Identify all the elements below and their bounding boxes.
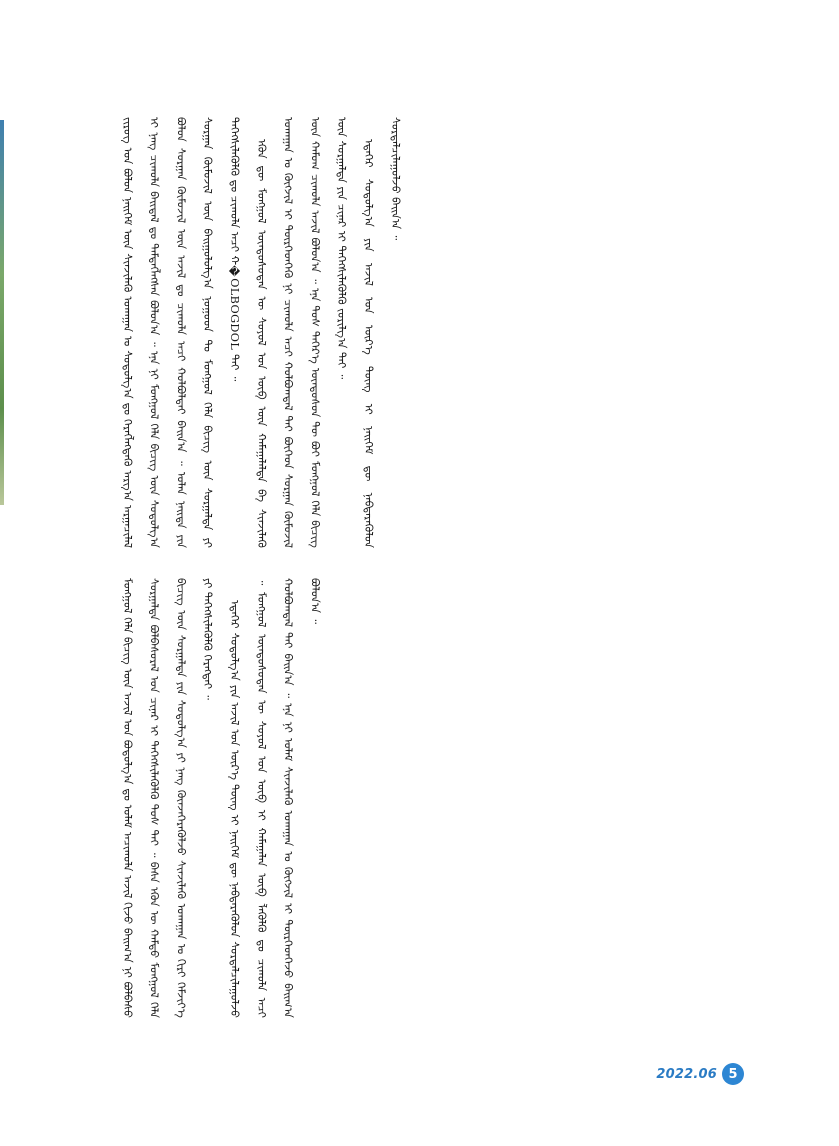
- paragraph: ᠡᠭᠦᠨ ᠳᠦ ᠮᠣᠩᠭᠣᠯ ᠦᠨᠳᠦᠰᠦᠲᠡᠨ ᠦ ᠰᠣᠶᠣᠯ ᠤᠨ ᠦᠪ ᠦᠨ ᠬᠠᠮᠠᠭᠠᠯᠠᠯᠲᠠ ᠪᠠ ᠰᠢᠨᠵᠢᠯᠡᠬᠦ ᠤᠬᠠᠭᠠᠨ ᠤ ᠬᠦᠭᠵᠢᠯ ᠢ ᠲᠦᠷᠭᠡᠳᠬᠡᠬᠦ ᠨᠢ ᠴᠢᠬᠤᠯᠠ ᠠᠴᠢ ᠬᠣᠯᠪᠣᠭᠳᠠᠯ ᠲᠠᠢ ᠪᠥᠭᠡᠳ ᠰᠤᠷᠭᠠᠨ ᠬᠦᠮᠦᠵᠢᠯ ᠦᠨ ᠬᠠᠮᠤᠭ ᠴᠢᠬᠤᠯᠠ ᠠᠵᠢᠯ ᠪᠣᠯᠤᠨ᠎ᠠ ᠃ ᠡᠨᠡ ᠲᠤᠰ ᠳᠡᠭᠡᠷ᠎ᠡ ᠦᠨᠳᠦᠰᠦᠨ ᠲᠦ ᠪᠤᠢ ᠮᠣᠩᠭᠣᠯ ᠬᠡᠯᠡ ᠪᠢᠴᠢᠭ ᠦᠨ ᠰᠤᠷᠭᠠᠯᠲᠠ ᠶᠢᠨ ᠴᠢᠨᠠᠷ ᠢ ᠳᠡᠭᠡᠭᠰᠢᠯᠡᠭᠦᠯᠬᠦ ᠵᠣᠷᠢᠯᠭ᠎ᠠ ᠲᠠᠢ ᠃: [254, 117, 349, 548]
- mongolian-text-block-bottom: [113, 578, 738, 1018]
- edge-photo-strip: [0, 120, 4, 505]
- issue-date: 2022.06: [656, 1066, 717, 1082]
- mongolian-text-block-top: [113, 117, 738, 548]
- page-number-badge: 5: [722, 1063, 744, 1085]
- paragraph: ᠡᠳᠡᠭᠡᠷ ᠰᠤᠳᠤᠯᠭ᠎ᠠ ᠶᠢᠨ ᠠᠵᠢᠯ ᠤᠨ ᠦᠷ᠎ᠡ ᠳᠦᠩ ᠢ ᠨᠡᠢᠭᠡᠮ ᠳᠦ ᠨᠡᠪᠲᠡᠷᠡᠭᠦᠯᠦᠨ ᠰᠤᠷᠲᠠᠯᠴᠢᠯᠠᠭᠤᠯᠵᠤ ᠃ ᠮᠣᠩᠭᠣᠯ ᠦᠨᠳᠦᠰᠦᠲᠡᠨ ᠦ ᠰᠣᠶᠣᠯ ᠤᠨ ᠦᠪ ᠢ ᠬᠠᠮᠠᠭᠠᠯᠠᠨ ᠥᠪ ᠯᠡᠭᠦᠯᠬᠦ ᠳᠤ ᠴᠢᠬᠤᠯᠠ ᠠᠴᠢ ᠬᠣᠯᠪᠣᠭᠳᠠᠯ ᠲᠠᠢ ᠪᠠᠢᠨ᠎ᠠ ᠃ ᠡᠨᠡ ᠨᠢ ᠤᠯᠠᠮ ᠰᠢᠨᠵᠢᠯᠡᠬᠦ ᠤᠬᠠᠭᠠᠨ ᠤ ᠬᠦᠭᠵᠢᠯ ᠢ ᠲᠦᠷᠭᠡᠳᠬᠡᠵᠦ ᠪᠠᠢᠭ᠎ᠠ ᠪᠣᠯᠤᠨ᠎ᠠ ᠃: [227, 578, 322, 1018]
- paragraph: ᠮᠣᠩᠭᠣᠯ ᠬᠡᠯᠡ ᠪᠢᠴᠢᠭ ᠦᠨ ᠠᠵᠢᠯ ᠤᠨ ᠪᠣᠳᠤᠯᠭ᠎ᠠ ᠳᠤ ᠤᠯᠠᠮ ᠠᠴᠢᠬᠤᠯᠠ ᠠᠵᠢᠯ ᠬᠢᠵᠦ ᠪᠠᠢᠭ᠎ᠠ ᠨᠢ ᠪᠣᠯᠪᠠᠰᠤ ᠰᠤᠷᠭᠠᠯᠲᠠ ᠪᠣᠯᠪᠠᠰᠤᠷᠠᠯ ᠤᠨ ᠴᠢᠨᠠᠷ ᠢ ᠳᠡᠭᠡᠭᠰᠢᠯᠡᠭᠦᠯᠬᠦ ᠲᠤᠰ ᠲᠠᠢ ᠃ ᠪᠠᠰᠠ ᠡᠭᠦᠨ ᠦ ᠬᠠᠮᠲᠤ ᠮᠣᠩᠭᠣᠯ ᠬᠡᠯᠡ ᠪᠢᠴᠢᠭ ᠦᠨ ᠰᠤᠷᠭᠠᠯᠲᠠ ᠶᠢᠨ ᠰᠤᠳᠤᠯᠭ᠎ᠠ ᠶᠢ ᠨᠡᠩ ᠭᠦᠨᠵᠡᠭᠡᠷᠡᠭᠦᠯᠵᠦ ᠰᠢᠨᠵᠢᠯᠡᠬᠦ ᠤᠬᠠᠭᠠᠨ ᠤ ᠬᠢᠷᠢ ᠬᠡᠮᠵᠢᠶ᠎ᠡ ᠶᠢ ᠳᠡᠭᠡᠭᠰᠢᠯᠡᠭᠦᠯᠬᠦ ᠬᠡᠷᠡᠭᠲᠡᠢ ᠃: [120, 578, 215, 1018]
- page-footer: [656, 1062, 744, 1086]
- paragraph: ᠵᠢᠷᠦᠭ ᠤᠨ ᠪᠣᠯᠤᠨ ᠨᠡᠢᠭᠡᠮ ᠦᠨ ᠰᠢᠨᠵᠢᠯᠡᠬᠦ ᠤᠬᠠᠭᠠᠨ ᠤ ᠰᠤᠳᠤᠯᠭ᠎ᠠ ᠳᠤ ᠬᠡᠷᠡᠭᠯᠡᠭᠳᠡᠬᠦ ᠠᠷᠭ᠎ᠠ ᠠᠷᠭᠠᠴᠢᠯᠠᠯ ᠢ ᠨᠡᠩ ᠴᠢᠬᠤᠯᠠ ᠪᠠᠢᠳᠠᠯ ᠳᠤ ᠲᠡᠮᠳᠡᠭᠯᠡᠭᠰᠡᠨ ᠪᠣᠯᠤᠨ᠎ᠠ ᠃ ᠡᠨᠡ ᠨᠢ ᠮᠣᠩᠭᠣᠯ ᠬᠡᠯᠡ ᠪᠢᠴᠢᠭ ᠦᠨ ᠰᠤᠳᠤᠯᠭ᠎ᠠ ᠪᠣᠯᠤᠨ ᠰᠤᠷᠭᠠᠨ ᠬᠦᠮᠦᠵᠢᠯ ᠦᠨ ᠠᠵᠢᠯ ᠳᠤ ᠴᠢᠬᠤᠯᠠ ᠠᠴᠢ ᠬᠣᠯᠪᠣᠯᠳᠠᠢ ᠪᠠᠢᠨ᠎ᠠ ᠃ ᠣᠯᠠᠨ ᠨᠡᠢᠲᠡ ᠶᠢᠨ ᠰᠤᠷᠭᠠᠨ ᠬᠦᠮᠦᠵᠢᠯ ᠦᠨ ᠪᠠᠢᠭᠤᠯᠤᠯᠭ᠎ᠠ ᠨᠤᠭᠤᠳ ᠲᠤ ᠮᠣᠩᠭᠣᠯ ᠬᠡᠯᠡ ᠪᠢᠴᠢᠭ ᠦᠨ ᠰᠤᠷᠭᠠᠯᠲᠠ ᠶᠢ ᠳᠡᠭᠡᠭᠰᠢᠯᠡᠭᠦᠯᠬᠦ ᠳᠤ ᠴᠢᠬᠤᠯᠠ ᠠᠴᠢ ᠬ�OLBOGDOL ᠲᠠᠢ ᠃: [120, 117, 241, 548]
- paragraph: ᠡᠳᠡᠭᠡᠷ ᠰᠤᠳᠤᠯᠭ᠎ᠠ ᠶᠢᠨ ᠠᠵᠢᠯ ᠤᠨ ᠦᠷ᠎ᠡ ᠳᠦᠩ ᠢ ᠨᠡᠢᠭᠡᠮ ᠳᠦ ᠨᠡᠪᠲᠡᠷᠡᠭᠦᠯᠦᠨ ᠰᠤᠷᠲᠠᠯᠴᠢᠯᠠᠭᠤᠯᠵᠤ ᠪᠠᠢᠨ᠎ᠠ ᠃: [361, 117, 402, 548]
